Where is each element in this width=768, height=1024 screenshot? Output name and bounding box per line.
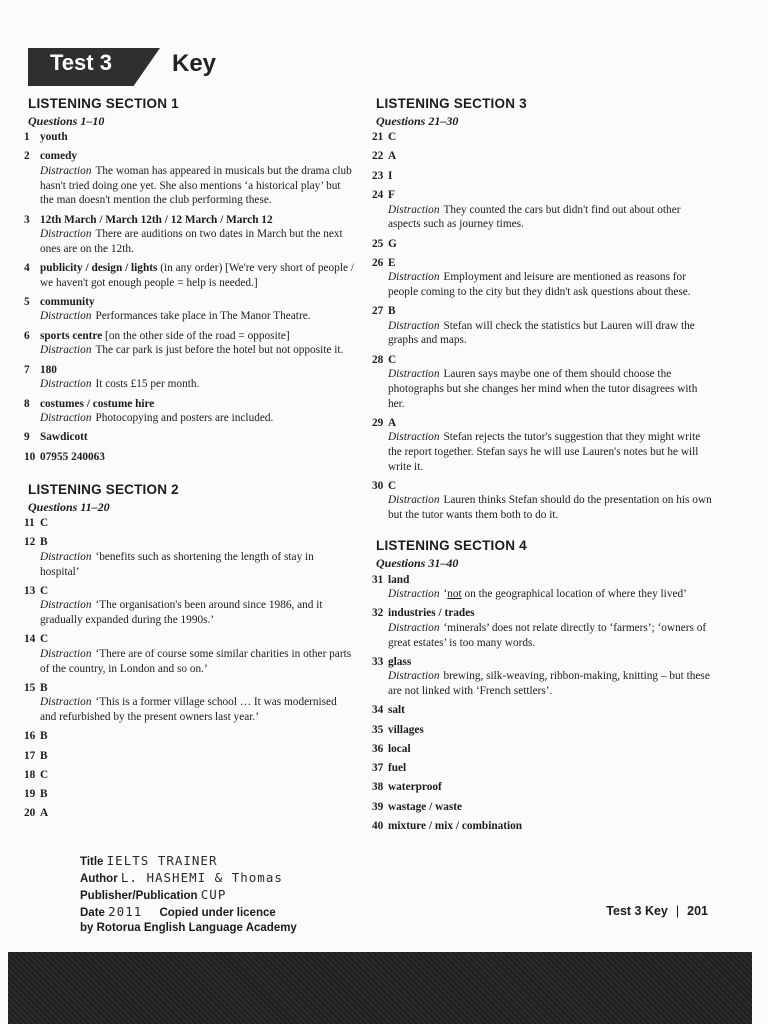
answer-item	[24, 535, 354, 579]
answer-body	[388, 130, 712, 145]
distraction-label: Distraction	[40, 551, 92, 563]
question-number: 19	[24, 788, 36, 801]
distraction-text: ‘minerals’ does not relate directly to ‘farmers’; ‘owners of great estates’ is too many words.	[388, 621, 707, 649]
question-number: 18	[24, 768, 36, 781]
answer-item	[24, 516, 354, 531]
answer-body	[40, 729, 354, 744]
answer-body	[388, 304, 712, 348]
distraction-text: It costs £15 per month.	[95, 378, 200, 391]
distraction-label: Distraction	[40, 344, 92, 357]
answer-text: G	[388, 237, 397, 250]
distraction-label: Distraction	[388, 319, 440, 332]
question-number: 22	[372, 150, 384, 163]
distraction-label: Distraction	[40, 310, 92, 323]
answer-item	[372, 416, 712, 474]
answer-item	[372, 800, 712, 815]
distraction-note	[40, 164, 354, 208]
distraction-label: Distraction	[388, 203, 440, 216]
distraction-label: Distraction	[388, 588, 440, 601]
distraction-underlined: not	[447, 588, 462, 601]
left-column	[24, 97, 354, 826]
distraction-text: ‘This is a former village school … It was modernised and refurbished by the present owners last year.’	[40, 696, 337, 723]
answer-body	[388, 169, 712, 184]
answer-body	[388, 606, 712, 650]
answer-text: publicity / design / lights	[40, 262, 158, 274]
answer-item	[24, 749, 354, 764]
page-number: 201	[687, 904, 708, 918]
distraction-label: Distraction	[388, 494, 440, 507]
distraction-note	[388, 430, 712, 474]
answer-item	[372, 479, 712, 523]
answer-item	[24, 130, 354, 145]
question-number: 10	[24, 450, 36, 463]
footer-label: Test 3 Key	[606, 904, 668, 918]
answer-text: Sawdicott	[40, 431, 88, 444]
distraction-note	[40, 309, 354, 324]
question-number: 37	[372, 762, 384, 775]
distraction-label: Distraction	[388, 271, 440, 284]
distraction-text: Stefan will check the statistics but Lauren will draw the graphs and maps.	[388, 319, 695, 347]
section-1-heading: LISTENING SECTION 1	[28, 96, 179, 111]
answer-item	[372, 237, 712, 252]
answer-text: glass	[388, 655, 412, 668]
answer-text: A	[388, 416, 397, 429]
answer-item	[24, 397, 354, 426]
question-number: 7	[24, 363, 30, 376]
answer-body	[40, 806, 354, 821]
answer-body	[40, 632, 354, 676]
distraction-note	[40, 411, 354, 426]
section-3-answers	[372, 130, 712, 522]
answer-item	[372, 304, 712, 348]
answer-text: community	[40, 295, 95, 308]
answer-item	[24, 681, 354, 725]
answer-body	[388, 353, 712, 411]
answer-text: 12th March / March 12th / 12 March / March 12	[40, 213, 273, 226]
answer-body	[40, 213, 354, 257]
answer-item	[24, 768, 354, 783]
answer-text: sports centre	[40, 329, 103, 342]
question-number: 27	[372, 305, 384, 318]
answer-text: C	[388, 353, 397, 366]
answer-text: A	[40, 807, 49, 820]
answer-text: C	[40, 584, 49, 597]
question-number: 30	[372, 479, 384, 492]
question-number: 12	[24, 536, 36, 549]
section-4-heading: LISTENING SECTION 4	[376, 538, 527, 554]
answer-text: C	[40, 517, 49, 530]
question-number: 34	[372, 704, 384, 717]
answer-body	[388, 655, 712, 699]
answer-body	[388, 416, 712, 474]
stamp-title-label: Title	[80, 856, 104, 868]
stamp-licence-text: Copied under licence	[159, 907, 276, 919]
distraction-label: Distraction	[388, 368, 440, 381]
answer-text: B	[40, 749, 48, 762]
distraction-text: brewing, silk-weaving, ribbon-making, knitting – but these are not linked with ‘French settlers’.	[388, 670, 710, 698]
answer-text: I	[388, 169, 393, 182]
answer-item	[372, 188, 712, 232]
question-number: 17	[24, 749, 36, 762]
answer-text: F	[388, 189, 395, 202]
answer-item	[372, 256, 712, 300]
answer-text: land	[388, 573, 410, 586]
answer-body	[388, 703, 712, 718]
answer-text: comedy	[40, 150, 78, 163]
question-number: 2	[24, 150, 30, 163]
answer-body	[388, 149, 712, 164]
question-number: 33	[372, 655, 384, 668]
distraction-note	[388, 621, 712, 650]
question-number: 25	[372, 237, 384, 250]
answer-body	[388, 237, 712, 252]
question-number: 5	[24, 295, 30, 308]
distraction-label: Distraction	[40, 165, 92, 178]
answer-text: salt	[388, 704, 405, 717]
answer-item	[372, 130, 712, 145]
section-2-heading: LISTENING SECTION 2	[28, 481, 179, 497]
stamp-author-label: Author	[80, 873, 118, 885]
question-number: 13	[24, 584, 36, 597]
distraction-text: The car park is just before the hotel but not opposite it.	[95, 344, 344, 357]
copyright-stamp	[80, 853, 297, 936]
answer-body	[388, 188, 712, 232]
distraction-text: There are auditions on two dates in March but the next ones are on the 12th.	[40, 228, 343, 255]
answer-body	[388, 761, 712, 776]
stamp-date-label: Date	[80, 907, 105, 919]
question-number: 3	[24, 213, 30, 226]
distraction-note	[40, 695, 354, 724]
distraction-label: Distraction	[40, 599, 92, 612]
distraction-label: Distraction	[388, 670, 440, 683]
distraction-label: Distraction	[40, 378, 92, 391]
stamp-date-value: 2011	[108, 904, 143, 919]
answer-item	[24, 430, 354, 445]
answer-item	[24, 329, 354, 358]
answer-body	[388, 800, 712, 815]
answer-item	[24, 632, 354, 676]
answer-item	[24, 450, 354, 465]
question-number: 16	[24, 730, 36, 743]
section-1-range: Questions 1–10	[28, 113, 105, 128]
question-number: 8	[24, 397, 30, 410]
distraction-note	[40, 647, 354, 676]
stamp-by-text: by Rotorua English Language Academy	[80, 922, 297, 934]
answer-text: waterproof	[388, 781, 442, 794]
question-number: 11	[24, 517, 35, 530]
answer-body	[40, 149, 354, 207]
answer-body	[40, 584, 354, 628]
question-number: 20	[24, 807, 36, 820]
distraction-note	[40, 227, 354, 256]
question-number: 26	[372, 256, 384, 269]
answer-item	[372, 573, 712, 602]
distraction-text: on the geographical location of where they lived’	[461, 588, 687, 601]
answer-text: B	[40, 681, 48, 694]
distraction-text: They counted the cars but didn't find out about other aspects such as journey times.	[388, 203, 681, 231]
distraction-note	[388, 587, 712, 602]
answer-body	[40, 787, 354, 802]
section-4-answers	[372, 573, 712, 834]
distraction-note	[388, 367, 712, 411]
answer-body	[40, 397, 354, 426]
section-3-range: Questions 21–30	[376, 113, 459, 128]
answer-text: B	[388, 305, 396, 318]
answer-item	[372, 703, 712, 718]
question-number: 28	[372, 353, 384, 366]
distraction-text: ‘The organisation's been around since 1986, and it gradually expanded during the 1990s.’	[40, 599, 323, 627]
distraction-text: ‘There are of course some similar charities in other parts of the country, in London and so on.’	[40, 647, 352, 675]
distraction-text: The woman has appeared in musicals but the drama club hasn't tried doing one yet. She also mentions ‘a historical play’ but the man doesn't mention the club performing these.	[40, 165, 352, 207]
distraction-note	[388, 319, 712, 348]
section-2-answers	[24, 516, 354, 821]
distraction-text: ‘benefits such as shortening the length of stay in hospital’	[40, 551, 314, 578]
answer-text: 07955 240063	[40, 450, 105, 463]
answer-text: youth	[40, 131, 68, 144]
answer-text: E	[388, 256, 396, 269]
distraction-note	[388, 669, 712, 698]
question-number: 15	[24, 681, 36, 694]
answer-text: villages	[388, 723, 424, 736]
answer-item	[372, 149, 712, 164]
answer-text: B	[40, 536, 48, 549]
page-footer	[606, 904, 708, 918]
footer-separator: |	[675, 904, 680, 918]
distraction-label: Distraction	[40, 412, 92, 425]
answer-item	[372, 819, 712, 834]
answer-body	[40, 681, 354, 725]
answer-item	[24, 729, 354, 744]
question-number: 35	[372, 723, 384, 736]
answer-item	[24, 806, 354, 821]
answer-item	[372, 606, 712, 650]
answer-body	[40, 130, 354, 145]
answer-text: local	[388, 742, 411, 755]
distraction-text: Photocopying and posters are included.	[95, 412, 274, 425]
test-badge-label: Test 3	[50, 50, 112, 75]
answer-body	[388, 742, 712, 757]
distraction-text: Lauren thinks Stefan should do the presentation on his own but the tutor wants them both to do it.	[388, 494, 712, 522]
answer-body	[40, 535, 354, 579]
answer-text: mixture / mix / combination	[388, 820, 523, 832]
distraction-text: Performances take place in The Manor Theatre.	[95, 310, 311, 323]
question-number: 23	[372, 169, 384, 182]
distraction-label: Distraction	[40, 228, 92, 241]
question-number: 4	[24, 262, 30, 274]
answer-item	[372, 353, 712, 411]
question-number: 32	[372, 607, 384, 620]
question-number: 14	[24, 633, 36, 646]
answer-item	[372, 761, 712, 776]
answer-item	[372, 723, 712, 738]
answer-text: B	[40, 730, 48, 743]
distraction-note	[388, 203, 712, 232]
stamp-publisher-value: CUP	[200, 887, 227, 902]
question-number: 9	[24, 431, 30, 444]
answer-text: C	[40, 633, 49, 646]
answer-text: C	[388, 131, 397, 144]
question-number: 39	[372, 800, 384, 813]
right-column	[372, 97, 712, 838]
answer-body	[388, 479, 712, 523]
answer-body	[388, 256, 712, 300]
section-4-range: Questions 31–40	[376, 555, 459, 570]
answer-item	[24, 261, 354, 290]
answer-body	[388, 819, 712, 834]
answer-text: costumes / costume hire	[40, 397, 155, 410]
answer-item	[24, 787, 354, 802]
answer-item	[24, 363, 354, 392]
stamp-title-value: IELTS TRAINER	[106, 853, 218, 868]
answer-body	[40, 295, 354, 324]
stamp-author-value: L. HASHEMI & Thomas	[120, 870, 283, 885]
section-1-answers	[24, 130, 354, 464]
answer-item	[372, 655, 712, 699]
scan-edge-bar	[8, 952, 752, 1024]
distraction-label: Distraction	[388, 621, 440, 634]
question-number: 6	[24, 329, 30, 342]
answer-body	[40, 329, 354, 358]
question-number: 40	[372, 820, 384, 832]
answer-note: (in any order) [We're very short of people / we haven't got enough people = help is needed.]	[40, 262, 354, 289]
distraction-note	[388, 493, 712, 522]
answer-text: C	[40, 768, 49, 781]
answer-item	[372, 780, 712, 795]
answer-text: C	[388, 479, 397, 492]
answer-item	[24, 584, 354, 628]
answer-body	[388, 573, 712, 602]
answer-body	[388, 780, 712, 795]
question-number: 38	[372, 781, 384, 794]
question-number: 1	[24, 131, 30, 144]
distraction-label: Distraction	[40, 647, 92, 660]
distraction-label: Distraction	[40, 696, 92, 709]
answer-body	[40, 749, 354, 764]
distraction-note	[40, 343, 354, 358]
answer-body	[40, 768, 354, 783]
answer-text: fuel	[388, 762, 407, 775]
stamp-publisher-label: Publisher/Publication	[80, 890, 198, 902]
question-number: 36	[372, 742, 384, 755]
question-number: 29	[372, 416, 384, 429]
answer-text: 180	[40, 363, 57, 376]
distraction-note	[388, 270, 712, 299]
answer-text: wastage / waste	[388, 800, 463, 813]
answer-item	[24, 213, 354, 257]
answer-item	[24, 295, 354, 324]
distraction-text: Lauren says maybe one of them should choose the photographs but she changes her mind when the tutor disagrees with her.	[388, 368, 698, 410]
page-title: Key	[172, 50, 217, 77]
question-number: 21	[372, 131, 384, 144]
distraction-label: Distraction	[388, 431, 440, 444]
section-3-heading: LISTENING SECTION 3	[376, 96, 527, 111]
answer-item	[372, 169, 712, 184]
answer-item	[24, 149, 354, 207]
distraction-note	[40, 598, 354, 627]
question-number: 31	[372, 573, 384, 586]
answer-text: B	[40, 788, 48, 801]
distraction-note	[40, 550, 354, 579]
question-number: 24	[372, 189, 384, 202]
answer-note: [on the other side of the road = opposite]	[102, 329, 290, 342]
answer-body	[40, 363, 354, 392]
section-2-range: Questions 11–20	[28, 499, 110, 514]
answer-body	[40, 516, 354, 531]
distraction-note	[40, 377, 354, 392]
answer-text: A	[388, 150, 397, 163]
distraction-text: Employment and leisure are mentioned as reasons for people coming to the city but they didn't ask questions about these.	[388, 271, 691, 298]
answer-text: industries / trades	[388, 607, 475, 620]
distraction-prefix: ‘	[443, 588, 448, 601]
answer-body	[40, 430, 354, 445]
distraction-text: Stefan rejects the tutor's suggestion that they might write the report together. Stefan says he will use Lauren's notes but he will write it.	[388, 431, 701, 473]
answer-body	[40, 261, 354, 290]
answer-body	[40, 450, 354, 465]
answer-item	[372, 742, 712, 757]
answer-body	[388, 723, 712, 738]
